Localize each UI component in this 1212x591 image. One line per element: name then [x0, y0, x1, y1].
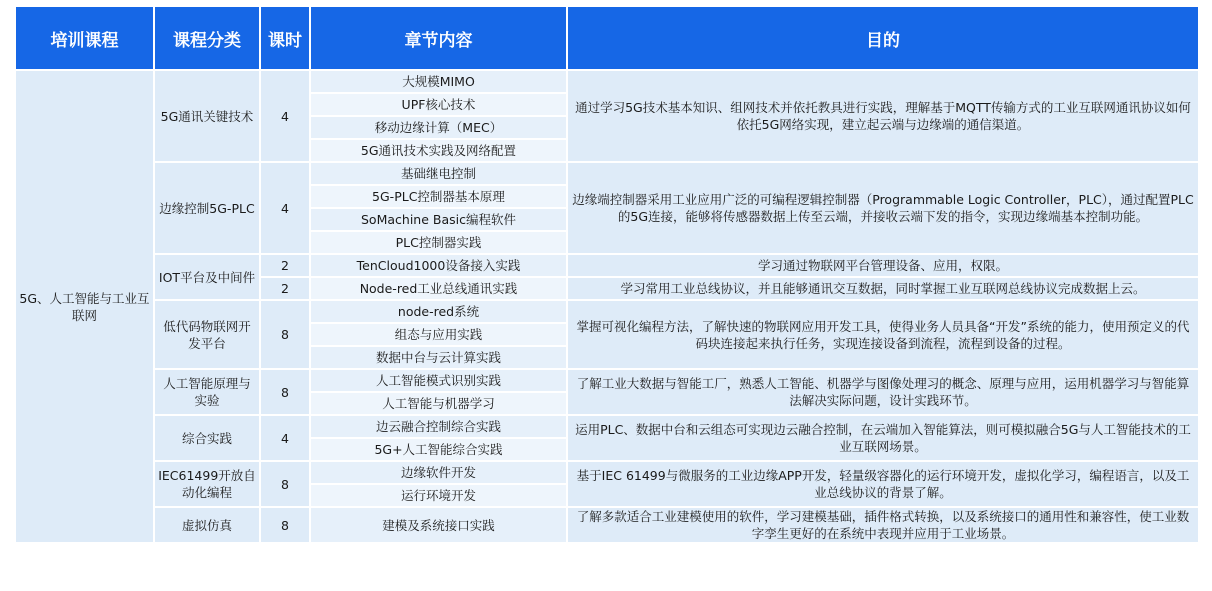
purpose-cell: 运用PLC、数据中台和云组态可实现边云融合控制，在云端加入智能算法，则可模拟融合5G与人工智能技术的工业互联网场景。: [568, 416, 1198, 460]
category-cell: IEC61499开放自动化编程: [155, 462, 259, 506]
hours-cell: 4: [261, 163, 309, 253]
chapter-cell: 数据中台与云计算实践: [311, 347, 566, 368]
chapter-cell: UPF核心技术: [311, 94, 566, 115]
header-purpose: 目的: [568, 7, 1198, 69]
table-row: [16, 255, 1198, 276]
category-cell: 人工智能原理与实验: [155, 370, 259, 414]
chapter-cell: node-red系统: [311, 301, 566, 322]
header-hours: 课时: [261, 7, 309, 69]
purpose-cell: 了解多款适合工业建模使用的软件，学习建模基础，插件格式转换，以及系统接口的通用性和兼容性，使工业数字孪生更好的在系统中表现并应用于工业场景。: [568, 508, 1198, 542]
chapter-cell: 5G-PLC控制器基本原理: [311, 186, 566, 207]
table-row: [16, 416, 1198, 437]
purpose-cell: 掌握可视化编程方法，了解快速的物联网应用开发工具，使得业务人员具备“开发”系统的能力，使用预定义的代码块连接起来执行任务，实现连接设备到流程，流程到设备的过程。: [568, 301, 1198, 368]
category-cell: 综合实践: [155, 416, 259, 460]
hours-cell: 2: [261, 255, 309, 276]
hours-cell: 2: [261, 278, 309, 299]
category-cell: 虚拟仿真: [155, 508, 259, 542]
hours-cell: 8: [261, 462, 309, 506]
category-cell: 5G通讯关键技术: [155, 71, 259, 161]
category-cell: 边缘控制5G-PLC: [155, 163, 259, 253]
purpose-cell: 边缘端控制器采用工业应用广泛的可编程逻辑控制器（Programmable Logic Controller，PLC），通过配置PLC的5G连接，能够将传感器数据上传至云端，并接收云端下发的指令，实现边缘端基本控制功能。: [568, 163, 1198, 253]
table-row: [16, 163, 1198, 184]
chapter-cell: 边云融合控制综合实践: [311, 416, 566, 437]
chapter-cell: TenCloud1000设备接入实践: [311, 255, 566, 276]
chapter-cell: 人工智能与机器学习: [311, 393, 566, 414]
table-row: [16, 370, 1198, 391]
chapter-cell: SoMachine Basic编程软件: [311, 209, 566, 230]
purpose-cell: 学习通过物联网平台管理设备、应用，权限。: [568, 255, 1198, 276]
chapter-cell: 运行环境开发: [311, 485, 566, 506]
chapter-cell: 边缘软件开发: [311, 462, 566, 483]
header-row: [16, 7, 1198, 69]
course-cell: 5G、人工智能与工业互联网: [16, 71, 153, 542]
hours-cell: 8: [261, 301, 309, 368]
purpose-cell: 基于IEC 61499与微服务的工业边缘APP开发，轻量级容器化的运行环境开发，虚拟化学习，编程语言，以及工业总线协议的背景了解。: [568, 462, 1198, 506]
purpose-cell: 通过学习5G技术基本知识、组网技术并依托教具进行实践，理解基于MQTT传输方式的工业互联网通讯协议如何依托5G网络实现，建立起云端与边缘端的通信渠道。: [568, 71, 1198, 161]
category-cell: 低代码物联网开发平台: [155, 301, 259, 368]
purpose-cell: 学习常用工业总线协议，并且能够通讯交互数据，同时掌握工业互联网总线协议完成数据上云。: [568, 278, 1198, 299]
chapter-cell: 人工智能模式识别实践: [311, 370, 566, 391]
category-cell: IOT平台及中间件: [155, 255, 259, 299]
header-course: 培训课程: [16, 7, 153, 69]
table-row: [16, 301, 1198, 322]
purpose-cell: 了解工业大数据与智能工厂，熟悉人工智能、机器学与图像处理习的概念、原理与应用，运用机器学习与智能算法解决实际问题，设计实践环节。: [568, 370, 1198, 414]
chapter-cell: Node-red工业总线通讯实践: [311, 278, 566, 299]
chapter-cell: PLC控制器实践: [311, 232, 566, 253]
chapter-cell: 5G通讯技术实践及网络配置: [311, 140, 566, 161]
chapter-cell: 大规模MIMO: [311, 71, 566, 92]
hours-cell: 4: [261, 71, 309, 161]
training-plan-table: [14, 5, 1200, 544]
hours-cell: 8: [261, 370, 309, 414]
chapter-cell: 移动边缘计算（MEC）: [311, 117, 566, 138]
table-row: [16, 71, 1198, 92]
chapter-cell: 5G+人工智能综合实践: [311, 439, 566, 460]
hours-cell: 4: [261, 416, 309, 460]
hours-cell: 8: [261, 508, 309, 542]
chapter-cell: 组态与应用实践: [311, 324, 566, 345]
header-category: 课程分类: [155, 7, 259, 69]
header-chapters: 章节内容: [311, 7, 566, 69]
chapter-cell: 基础继电控制: [311, 163, 566, 184]
chapter-cell: 建模及系统接口实践: [311, 508, 566, 542]
